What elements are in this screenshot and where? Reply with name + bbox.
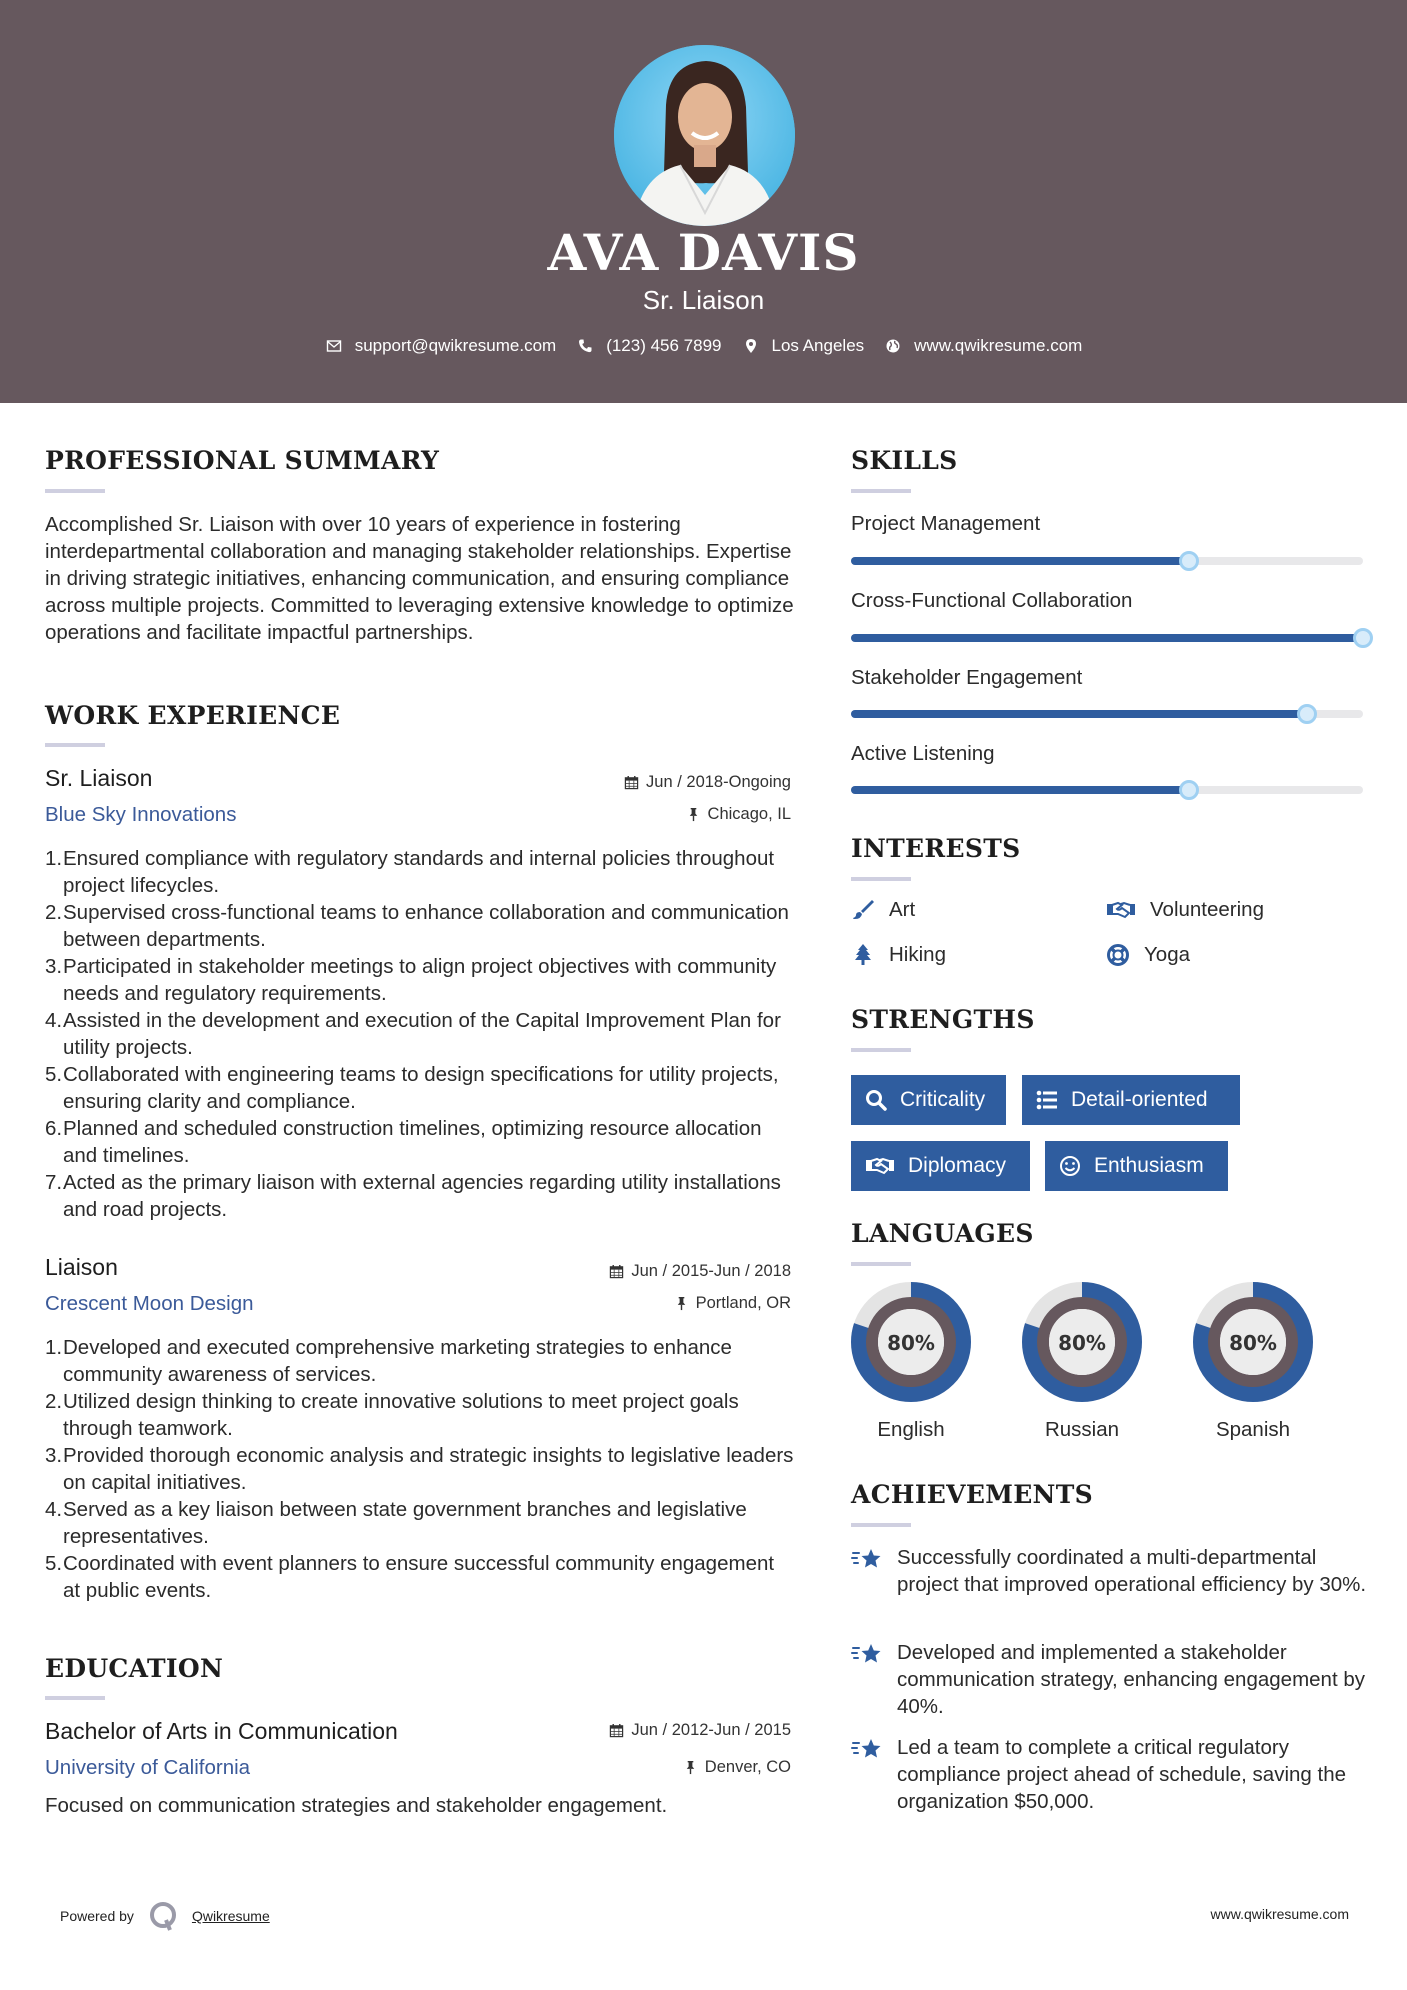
section-divider xyxy=(851,1523,911,1527)
profile-photo-image xyxy=(614,45,795,226)
search-icon xyxy=(865,1089,887,1111)
list-icon xyxy=(1036,1089,1058,1111)
list-item: 4. Served as a key liaison between state government branches and legislative representatives. xyxy=(45,1498,747,1548)
achievement-item xyxy=(851,1734,1371,1815)
section-divider xyxy=(851,877,911,881)
strength-tag xyxy=(851,1075,1006,1125)
contact-website[interactable] xyxy=(884,336,1082,356)
education-location xyxy=(683,1758,791,1777)
languages-heading: LANGUAGES xyxy=(851,1219,1034,1248)
strength-label: Criticality xyxy=(900,1088,986,1111)
job-location xyxy=(674,1294,791,1313)
language-item xyxy=(1020,1280,1144,1442)
section-divider xyxy=(851,1262,911,1266)
language-label: Spanish xyxy=(1215,1418,1291,1441)
education-description: Focused on communication strategies and stakeholder engagement. xyxy=(45,1794,668,1817)
school-name: University of California xyxy=(45,1756,251,1779)
list-item: 6. Planned and scheduled construction timelines, optimizing resource allocation and timelines. xyxy=(45,1117,762,1167)
interest-item xyxy=(851,943,946,967)
tree-icon xyxy=(851,943,875,967)
job-dates xyxy=(624,773,791,792)
interests-heading: INTERESTS xyxy=(851,834,1021,863)
job-title: Liaison xyxy=(45,1254,118,1280)
contact-bar xyxy=(0,336,1407,356)
list-item: 2. Supervised cross-functional teams to enhance collaboration and communication between departments. xyxy=(45,901,789,951)
strengths-heading: STRENGTHS xyxy=(851,1005,1035,1034)
profile-photo xyxy=(614,45,795,226)
skill-slider[interactable] xyxy=(851,634,1363,642)
pushpin-icon xyxy=(674,1296,689,1311)
achievements-heading: ACHIEVEMENTS xyxy=(851,1480,1093,1509)
shooting-star-icon xyxy=(851,1546,883,1574)
powered-by xyxy=(60,1900,270,1932)
skills-heading: SKILLS xyxy=(851,446,958,475)
skill-label: Active Listening xyxy=(851,742,995,765)
achievement-item xyxy=(851,1544,1371,1598)
pushpin-icon xyxy=(683,1760,698,1775)
education-heading: EDUCATION xyxy=(45,1654,224,1683)
list-item: 5. Collaborated with engineering teams to design specifications for utility projects, ensuring clarity and compliance. xyxy=(45,1063,779,1113)
education-location-text: Denver, CO xyxy=(704,1758,791,1776)
interest-label: Art xyxy=(889,898,916,921)
contact-email-text: support@qwikresume.com xyxy=(354,336,557,355)
shooting-star-icon xyxy=(851,1641,883,1669)
achievement-text: Developed and implemented a stakeholder communication strategy, enhancing engagement by 40%. xyxy=(897,1641,1365,1718)
svg-text:80%: 80% xyxy=(1058,1331,1106,1355)
language-label: Russian xyxy=(1044,1418,1120,1441)
skill-slider-handle[interactable] xyxy=(1297,704,1317,724)
job-location xyxy=(686,805,791,824)
language-item xyxy=(849,1280,973,1442)
contact-website-text: www.qwikresume.com xyxy=(914,336,1083,355)
qwikresume-link[interactable]: Qwikresume xyxy=(191,1908,270,1924)
language-donut-chart xyxy=(1020,1280,1144,1404)
skill-fill xyxy=(851,710,1307,718)
list-item: 7. Acted as the primary liaison with external agencies regarding utility installations and road projects. xyxy=(45,1171,781,1221)
list-item: 5. Coordinated with event planners to ensure successful community engagement at public events. xyxy=(45,1552,775,1602)
skill-label: Stakeholder Engagement xyxy=(851,666,1083,689)
pushpin-icon xyxy=(686,807,701,822)
language-label: English xyxy=(877,1418,945,1441)
skill-label: Cross-Functional Collaboration xyxy=(851,589,1133,612)
achievement-item xyxy=(851,1639,1371,1720)
skill-fill xyxy=(851,786,1189,794)
language-item xyxy=(1191,1280,1315,1442)
strength-tag xyxy=(1022,1075,1240,1125)
job-dates-text: Jun / 2018-Ongoing xyxy=(646,773,791,791)
interest-label: Volunteering xyxy=(1150,898,1264,921)
powered-by-label: Powered by xyxy=(60,1908,134,1924)
section-divider xyxy=(851,489,911,493)
language-donut-chart xyxy=(849,1280,973,1404)
job-location-text: Portland, OR xyxy=(695,1294,791,1312)
job-dates xyxy=(609,1262,791,1281)
job-location-text: Chicago, IL xyxy=(707,805,791,823)
interest-label: Hiking xyxy=(889,943,946,966)
strength-label: Enthusiasm xyxy=(1094,1154,1204,1177)
job-responsibilities xyxy=(45,845,795,1223)
smile-icon xyxy=(1059,1155,1081,1177)
interest-item xyxy=(1106,898,1264,922)
summary-text: Accomplished Sr. Liaison with over 10 years of experience in fostering interdepartmental collaboration and managing stakeholder relationships. Expertise in driving strategic initiatives, enhancing communication, and ensuring compliance across multiple projects. Committed to leveraging extensive knowledge to optimize operations and facilitate impactful partnerships. xyxy=(45,513,794,644)
list-item: 1. Ensured compliance with regulatory standards and internal policies throughout project lifecycles. xyxy=(45,847,775,897)
candidate-title: Sr. Liaison xyxy=(642,285,765,315)
handshake-icon xyxy=(1106,898,1136,922)
shooting-star-icon xyxy=(851,1736,883,1764)
experience-heading: WORK EXPERIENCE xyxy=(45,701,341,730)
interest-item xyxy=(1106,943,1190,967)
contact-email[interactable] xyxy=(325,336,557,356)
section-divider xyxy=(45,1696,105,1700)
skill-slider[interactable] xyxy=(851,786,1363,794)
life-ring-icon xyxy=(1106,943,1130,967)
list-item: 4. Assisted in the development and execution of the Capital Improvement Plan for utility projects. xyxy=(45,1009,781,1059)
calendar-icon xyxy=(609,1264,624,1279)
svg-text:80%: 80% xyxy=(1229,1331,1277,1355)
education-dates xyxy=(609,1721,791,1740)
footer-website[interactable]: www.qwikresume.com xyxy=(1210,1906,1349,1922)
skill-slider[interactable] xyxy=(851,557,1363,565)
paintbrush-icon xyxy=(851,898,875,922)
skill-fill xyxy=(851,634,1363,642)
list-item: 2. Utilized design thinking to create innovative solutions to meet project goals through teamwork. xyxy=(45,1390,739,1440)
list-item: 1. Developed and executed comprehensive marketing strategies to enhance community awareness of services. xyxy=(45,1336,732,1386)
skill-label: Project Management xyxy=(851,512,1041,535)
envelope-icon xyxy=(325,337,343,355)
resume-header xyxy=(0,0,1407,403)
list-item: 3. Participated in stakeholder meetings to align project objectives with community needs and regulatory requirements. xyxy=(45,955,777,1005)
job-dates-text: Jun / 2015-Jun / 2018 xyxy=(631,1262,791,1280)
job-company: Crescent Moon Design xyxy=(45,1292,254,1315)
language-donut-chart xyxy=(1191,1280,1315,1404)
qwikresume-logo-icon xyxy=(148,1900,180,1932)
achievement-text: Successfully coordinated a multi-departmental project that improved operational efficiency by 30%. xyxy=(897,1546,1367,1596)
achievement-text: Led a team to complete a critical regulatory compliance project ahead of schedule, saving the organization $50,000. xyxy=(897,1736,1347,1813)
contact-phone-text: (123) 456 7899 xyxy=(606,336,722,355)
contact-location-text: Los Angeles xyxy=(771,336,865,355)
education-dates-text: Jun / 2012-Jun / 2015 xyxy=(631,1721,791,1739)
strength-label: Diplomacy xyxy=(908,1154,1007,1177)
skill-slider-handle[interactable] xyxy=(1179,551,1199,571)
calendar-icon xyxy=(624,775,639,790)
section-divider xyxy=(45,743,105,747)
section-divider xyxy=(851,1048,911,1052)
interest-label: Yoga xyxy=(1144,943,1190,966)
job-company: Blue Sky Innovations xyxy=(45,803,237,826)
interest-item xyxy=(851,898,915,922)
candidate-name: AVA DAVIS xyxy=(547,223,860,282)
skill-slider[interactable] xyxy=(851,710,1363,718)
summary-heading: PROFESSIONAL SUMMARY xyxy=(45,446,440,475)
skill-fill xyxy=(851,557,1189,565)
strength-label: Detail-oriented xyxy=(1071,1088,1208,1111)
map-marker-icon xyxy=(742,337,760,355)
handshake-icon xyxy=(865,1155,895,1177)
job-title: Sr. Liaison xyxy=(45,765,153,791)
contact-phone[interactable] xyxy=(576,336,721,356)
strength-tag xyxy=(1045,1141,1228,1191)
contact-location xyxy=(742,336,865,356)
calendar-icon xyxy=(609,1723,624,1738)
section-divider xyxy=(45,489,105,493)
degree-title: Bachelor of Arts in Communication xyxy=(45,1718,398,1744)
svg-text:80%: 80% xyxy=(887,1331,935,1355)
skill-slider-handle[interactable] xyxy=(1353,628,1373,648)
strength-tag xyxy=(851,1141,1030,1191)
job-responsibilities xyxy=(45,1334,795,1604)
skill-slider-handle[interactable] xyxy=(1179,780,1199,800)
phone-icon xyxy=(576,337,594,355)
list-item: 3. Provided thorough economic analysis and strategic insights to legislative leaders on capital initiatives. xyxy=(45,1444,794,1494)
globe-icon xyxy=(884,337,902,355)
